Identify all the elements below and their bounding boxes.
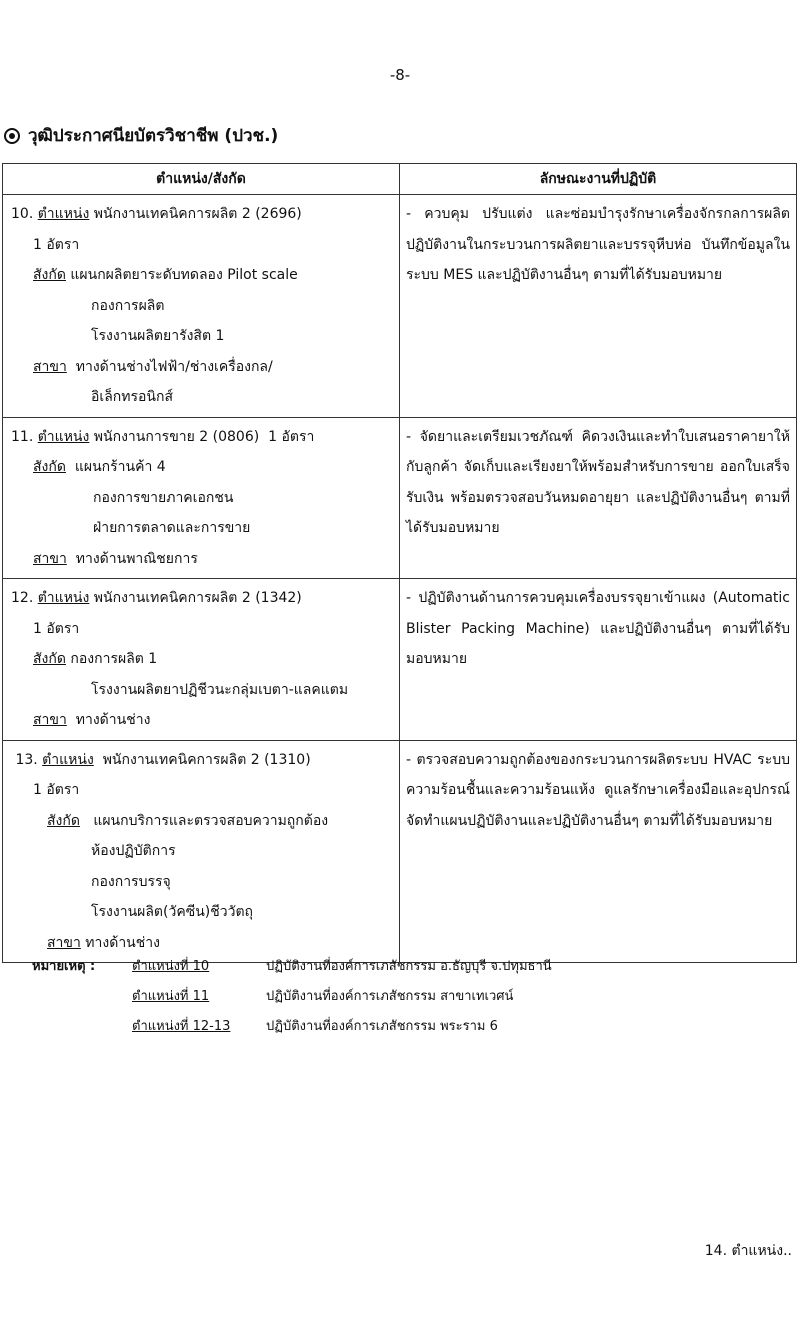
branch-line: ทางด้านช่าง <box>85 934 160 951</box>
unit-label: สังกัด <box>33 459 66 475</box>
unit-label: สังกัด <box>33 651 66 667</box>
column-header-duties: ลักษณะงานที่ปฏิบัติ <box>400 164 797 195</box>
row-number: 11. <box>11 428 34 445</box>
duties-text: - ตรวจสอบความถูกต้องของกระบวนการผลิตระบบ HVAC ระบบความร้อนชื้นและความร้อนแห้ง ดูแลรักษาเครื่องมือและอุปกรณ์ จัดทำแผนปฏิบัติงานและปฏิบัติงานอื่นๆ ตามที่ได้รับมอบหมาย <box>406 751 790 829</box>
position-cell <box>3 417 400 579</box>
position-cell <box>3 740 400 963</box>
column-header-position: ตำแหน่ง/สังกัด <box>3 164 400 195</box>
positions-table <box>2 163 797 963</box>
quota: 1 อัตรา <box>268 428 315 445</box>
page-number: -8- <box>389 66 411 84</box>
branch-label: สาขา <box>33 550 67 567</box>
duties-cell <box>400 195 797 418</box>
section-heading <box>4 122 278 149</box>
section-title: วุฒิประกาศนียบัตรวิชาชีพ (ปวช.) <box>28 126 279 146</box>
unit-line: แผนกร้านค้า 4 <box>74 459 166 475</box>
row-number: 13. <box>15 751 38 768</box>
duties-cell <box>400 740 797 963</box>
unit-line: ฝ่ายการตลาดและการขาย <box>93 520 251 536</box>
duties-cell <box>400 579 797 741</box>
unit-line: กองการผลิต <box>91 297 165 314</box>
row-number: 10. <box>11 206 34 222</box>
unit-label: สังกัด <box>33 267 66 283</box>
position-label: ตำแหน่ง <box>37 428 90 445</box>
branch-label: สาขา <box>33 712 67 728</box>
position-cell <box>3 579 400 741</box>
unit-line: ห้องปฏิบัติการ <box>91 843 176 859</box>
quota: 1 อัตรา <box>33 782 80 798</box>
note-location: ปฏิบัติงานที่องค์การเภสัชกรรม สาขาเทเวศน์ <box>266 989 514 1004</box>
table-row <box>3 740 797 963</box>
duties-cell <box>400 417 797 579</box>
note-location: ปฏิบัติงานที่องค์การเภสัชกรรม พระราม 6 <box>266 1019 498 1034</box>
unit-line: กองการผลิต 1 <box>70 651 158 667</box>
position-title: พนักงานการขาย 2 (0806) <box>93 428 260 445</box>
note-location: ปฏิบัติงานที่องค์การเภสัชกรรม อ.ธัญบุรี จ.ปทุมธานี <box>266 959 552 974</box>
position-title: พนักงานเทคนิคการผลิต 2 (1310) <box>102 751 311 768</box>
unit-label: สังกัด <box>47 812 80 829</box>
unit-line: แผนกบริการและตรวจสอบความถูกต้อง <box>93 812 329 829</box>
unit-line: โรงงานผลิต(วัคซีน)ชีววัตถุ <box>91 904 254 920</box>
table-row <box>3 195 797 418</box>
branch-label: สาขา <box>47 934 81 951</box>
note-row <box>32 982 552 1012</box>
note-row <box>32 952 552 982</box>
branch-label: สาขา <box>33 358 67 375</box>
notes-label: หมายเหตุ : <box>32 959 96 974</box>
note-position: ตำแหน่งที่ 10 <box>132 959 210 974</box>
position-label: ตำแหน่ง <box>37 590 90 606</box>
branch-line: ทางด้านพาณิชยการ <box>75 550 198 567</box>
unit-line: แผนกผลิตยาระดับทดลอง Pilot scale <box>70 267 298 283</box>
duties-text: - ปฏิบัติงานด้านการควบคุมเครื่องบรรจุยาเข้าแผง (Automatic Blister Packing Machine) และปฏิบัติงานอื่นๆ ตามที่ได้รับมอบหมาย <box>406 590 790 667</box>
quota: 1 อัตรา <box>33 620 80 637</box>
table-row <box>3 417 797 579</box>
note-position: ตำแหน่งที่ 12-13 <box>132 1019 231 1034</box>
table-header-row <box>3 164 797 195</box>
circle-bullet-icon <box>4 128 20 144</box>
position-label: ตำแหน่ง <box>37 206 90 222</box>
table-row <box>3 579 797 741</box>
notes-section <box>32 952 552 1042</box>
branch-line: ทางด้านช่างไฟฟ้า/ช่างเครื่องกล/ <box>75 358 273 375</box>
continuation-text: 14. ตำแหน่ง.. <box>704 1243 792 1259</box>
quota: 1 อัตรา <box>33 236 80 253</box>
position-title: พนักงานเทคนิคการผลิต 2 (1342) <box>93 590 302 606</box>
duties-text: - ควบคุม ปรับแต่ง และซ่อมบำรุงรักษาเครื่องจักรกลการผลิต ปฏิบัติงานในกระบวนการผลิตยาและบรรจุหีบห่อ บันทึกข้อมูลในระบบ MES และปฏิบัติงานอื่นๆ ตามที่ได้รับมอบหมาย <box>406 206 790 283</box>
unit-line: โรงงานผลิตยารังสิต 1 <box>91 328 225 344</box>
note-position: ตำแหน่งที่ 11 <box>132 989 210 1004</box>
position-title: พนักงานเทคนิคการผลิต 2 (2696) <box>93 206 302 222</box>
position-cell <box>3 195 400 418</box>
duties-text: - จัดยาและเตรียมเวชภัณฑ์ คิดวงเงินและทำใบเสนอราคายาให้กับลูกค้า จัดเก็บและเรียงยาให้พร้อมสำหรับการขาย ออกใบเสร็จรับเงิน พร้อมตรวจสอบวันหมดอายุยา และปฏิบัติงานอื่นๆ ตามที่ได้รับมอบหมาย <box>406 428 790 536</box>
row-number: 12. <box>11 590 34 606</box>
unit-line: โรงงานผลิตยาปฏิชีวนะกลุ่มเบตา-แลคแตม <box>91 681 349 698</box>
unit-line: กองการขายภาคเอกชน <box>93 489 234 506</box>
position-label: ตำแหน่ง <box>42 751 94 768</box>
branch-line: ทางด้านช่าง <box>75 712 151 728</box>
branch-line: อิเล็กทรอนิกส์ <box>91 389 173 405</box>
note-row <box>32 1012 552 1042</box>
unit-line: กองการบรรจุ <box>91 873 171 890</box>
